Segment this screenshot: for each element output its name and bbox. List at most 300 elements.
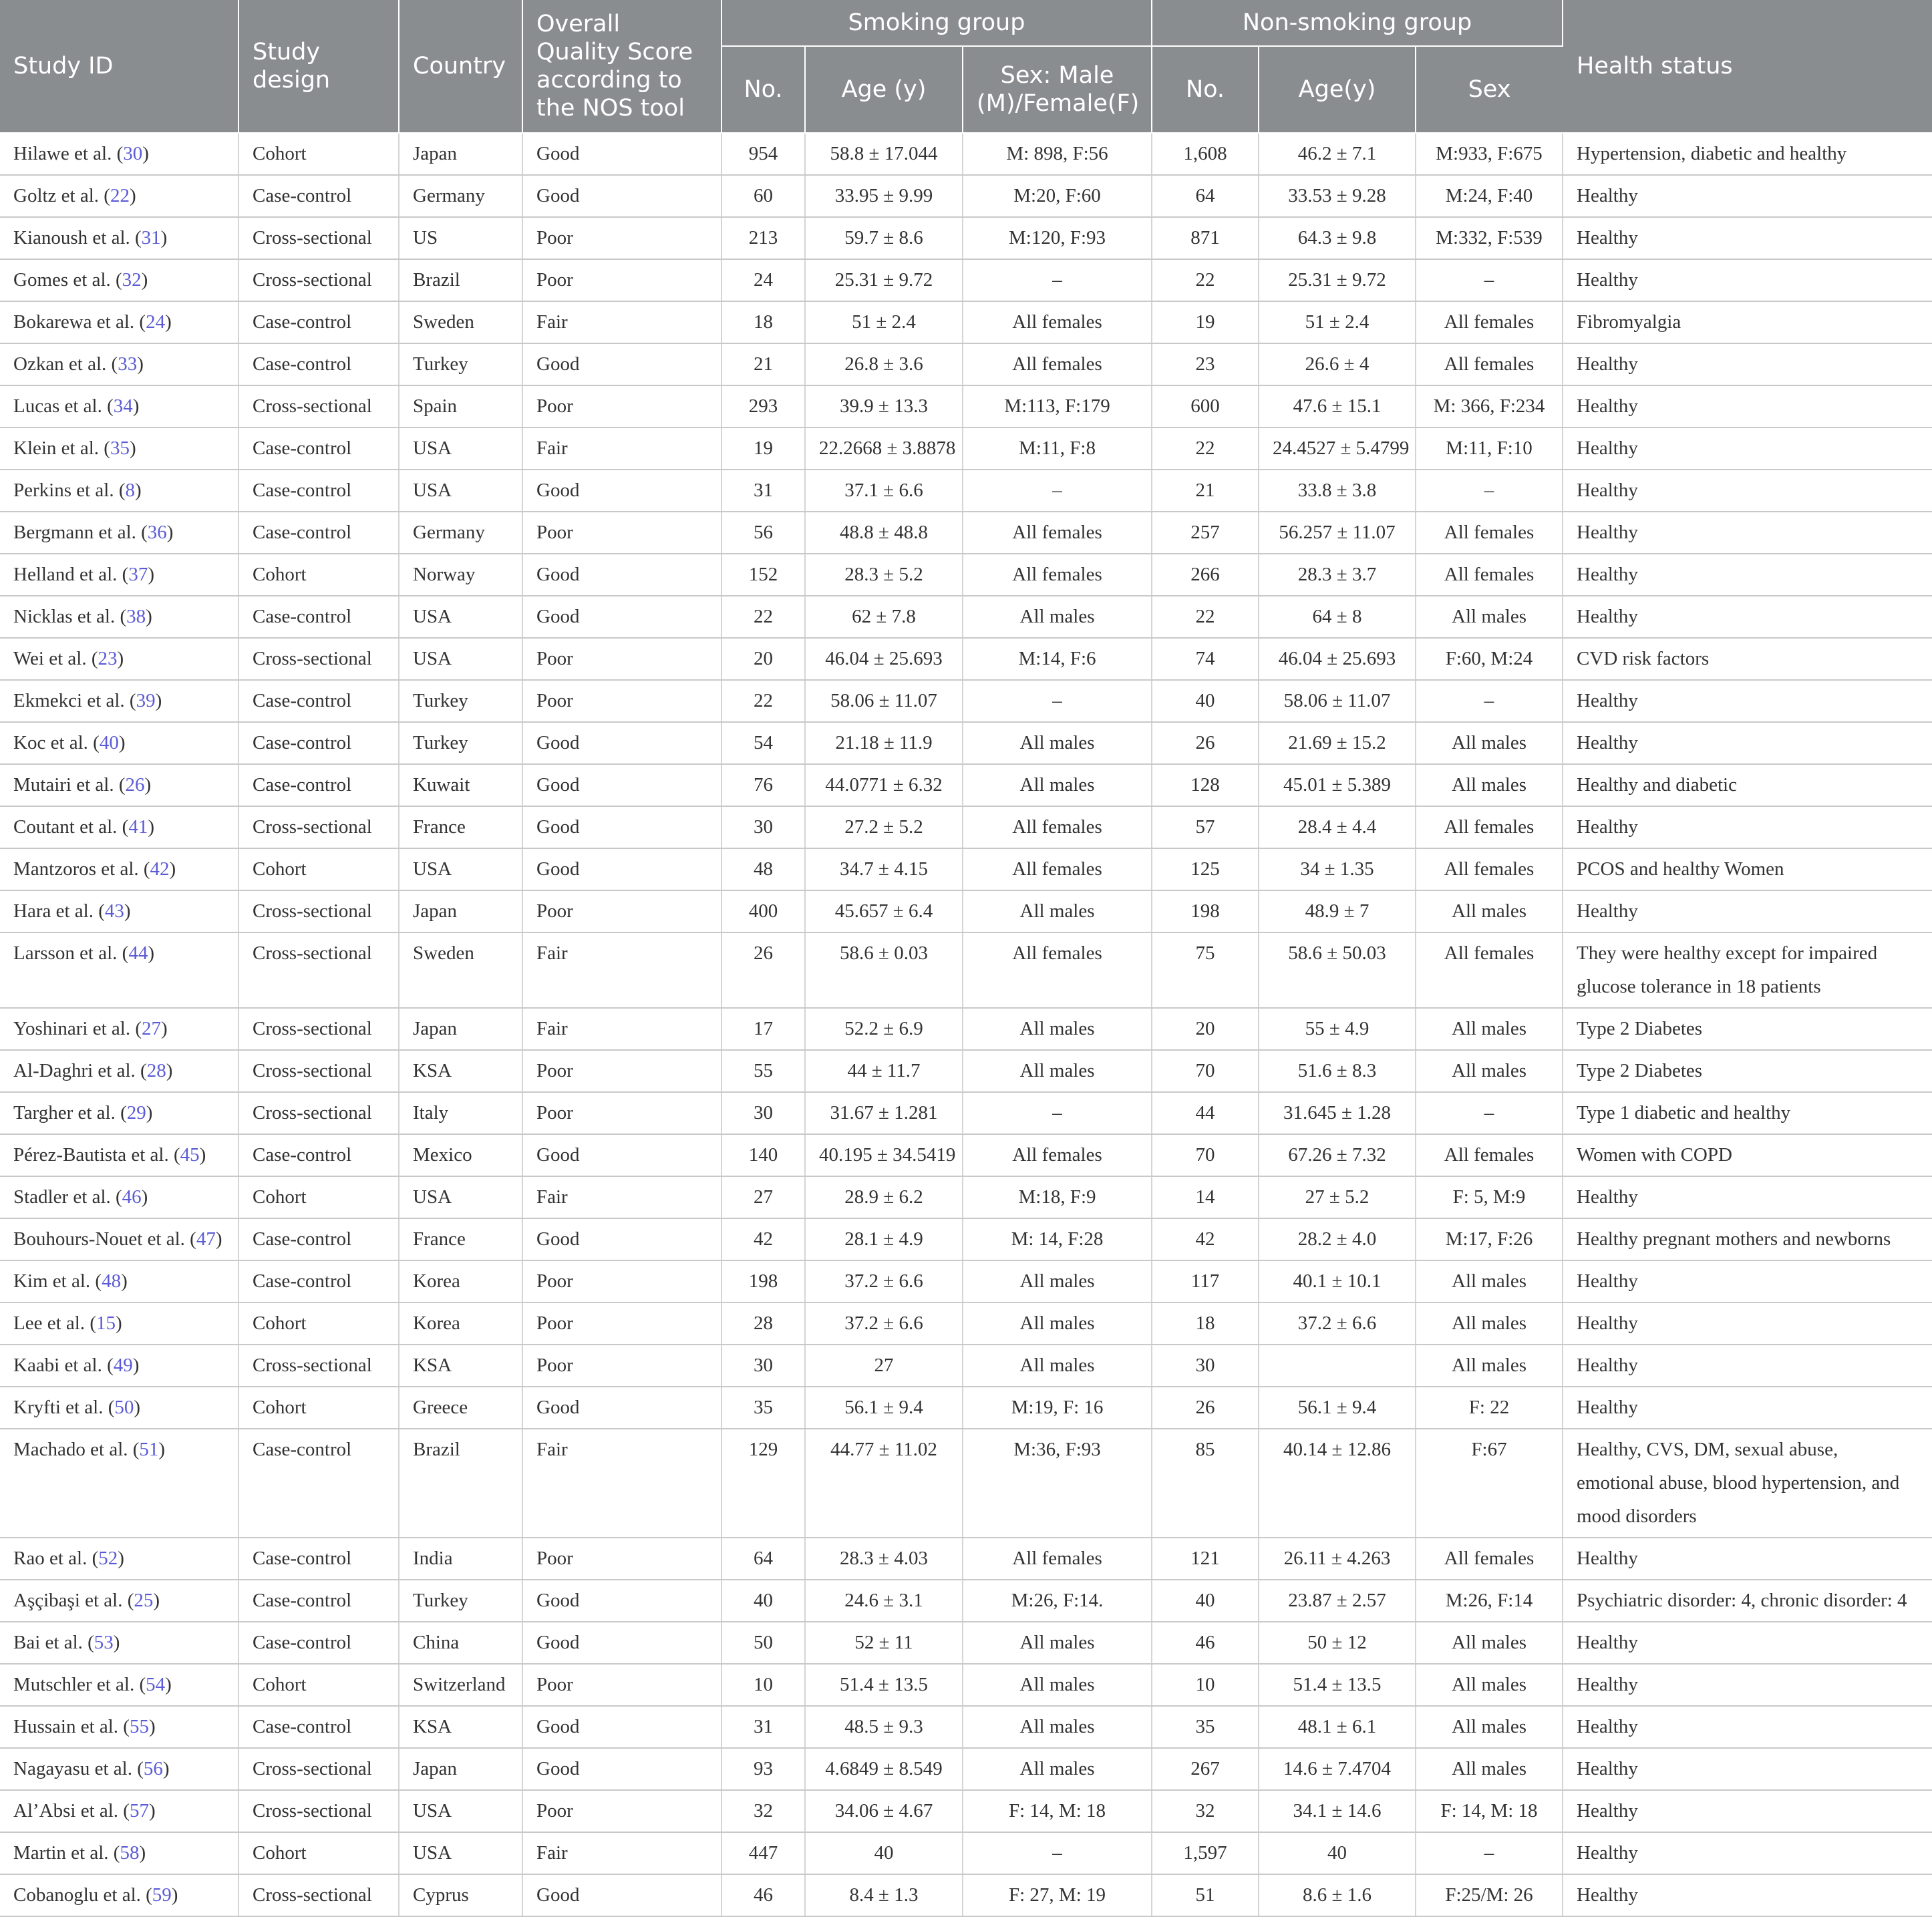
- reference-link[interactable]: 47: [196, 1228, 216, 1250]
- cell-health-status: Healthy: [1563, 554, 1932, 596]
- reference-link[interactable]: 23: [98, 648, 118, 669]
- cell-country: Turkey: [399, 680, 522, 722]
- reference-link[interactable]: 53: [94, 1632, 114, 1653]
- cell-nonsmoking-sex: M:332, F:539: [1416, 217, 1563, 259]
- cell-smoking-sex: All females: [963, 301, 1152, 343]
- cell-nonsmoking-age: 27 ± 5.2: [1259, 1176, 1416, 1218]
- cell-quality: Good: [522, 1134, 721, 1176]
- reference-link[interactable]: 33: [118, 353, 138, 375]
- reference-link[interactable]: 51: [139, 1439, 159, 1460]
- cell-nonsmoking-sex: –: [1416, 259, 1563, 301]
- cell-nonsmoking-age: 34 ± 1.35: [1259, 848, 1416, 890]
- cell-smoking-age: 58.8 ± 17.044: [805, 133, 963, 175]
- cell-quality: Good: [522, 554, 721, 596]
- cell-smoking-no: 42: [721, 1218, 805, 1260]
- cell-quality: Good: [522, 1580, 721, 1622]
- cell-nonsmoking-sex: All males: [1416, 1008, 1563, 1050]
- cell-nonsmoking-no: 30: [1152, 1345, 1259, 1387]
- study-author: Larsson et al. (: [13, 942, 129, 964]
- cell-health-status: Healthy: [1563, 1387, 1932, 1429]
- cell-nonsmoking-sex: All males: [1416, 1260, 1563, 1302]
- cell-smoking-no: 30: [721, 1092, 805, 1134]
- cell-smoking-age: 34.7 ± 4.15: [805, 848, 963, 890]
- cell-quality: Poor: [522, 638, 721, 680]
- cell-nonsmoking-age: 58.06 ± 11.07: [1259, 680, 1416, 722]
- table-row: [0, 301, 1932, 343]
- cell-nonsmoking-no: 26: [1152, 1387, 1259, 1429]
- reference-close-paren: ): [199, 1144, 206, 1166]
- cell-smoking-age: 21.18 ± 11.9: [805, 722, 963, 764]
- cell-nonsmoking-no: 128: [1152, 764, 1259, 806]
- cell-quality: Fair: [522, 1832, 721, 1874]
- cell-quality: Good: [522, 722, 721, 764]
- cell-health-status: Healthy pregnant mothers and newborns: [1563, 1218, 1932, 1260]
- study-author: Pérez-Bautista et al. (: [13, 1144, 180, 1166]
- reference-link[interactable]: 45: [180, 1144, 200, 1166]
- cell-smoking-no: 19: [721, 427, 805, 470]
- reference-close-paren: ): [155, 690, 162, 711]
- cell-nonsmoking-no: 44: [1152, 1092, 1259, 1134]
- cell-nonsmoking-age: 40.1 ± 10.1: [1259, 1260, 1416, 1302]
- cell-study-design: Case-control: [238, 470, 399, 512]
- study-author: Kim et al. (: [13, 1270, 102, 1292]
- study-author: Kianoush et al. (: [13, 227, 142, 248]
- cell-nonsmoking-age: 28.3 ± 3.7: [1259, 554, 1416, 596]
- cell-smoking-sex: All males: [963, 1748, 1152, 1790]
- study-author: Al-Daghri et al. (: [13, 1060, 147, 1081]
- cell-smoking-age: 51 ± 2.4: [805, 301, 963, 343]
- cell-health-status: Healthy: [1563, 175, 1932, 217]
- cell-smoking-no: 56: [721, 512, 805, 554]
- cell-smoking-age: 39.9 ± 13.3: [805, 385, 963, 427]
- table-row: [0, 680, 1932, 722]
- cell-smoking-no: 400: [721, 890, 805, 932]
- cell-quality: Good: [522, 764, 721, 806]
- cell-smoking-age: 62 ± 7.8: [805, 596, 963, 638]
- reference-link[interactable]: 32: [122, 269, 142, 291]
- cell-study-id: [0, 1790, 238, 1832]
- cell-health-status: Healthy, CVS, DM, sexual abuse, emotional abuse, blood hypertension, and mood disorders: [1563, 1429, 1932, 1538]
- reference-link[interactable]: 58: [120, 1842, 140, 1864]
- cell-country: France: [399, 806, 522, 848]
- study-author: Ekmekci et al. (: [13, 690, 136, 711]
- cell-study-id: [0, 764, 238, 806]
- reference-link[interactable]: 57: [129, 1800, 149, 1821]
- cell-smoking-age: 22.2668 ± 3.8878: [805, 427, 963, 470]
- cell-nonsmoking-sex: –: [1416, 470, 1563, 512]
- reference-link[interactable]: 30: [123, 143, 143, 164]
- cell-quality: Good: [522, 1706, 721, 1748]
- cell-quality: Fair: [522, 1429, 721, 1538]
- cell-health-status: Healthy: [1563, 470, 1932, 512]
- cell-country: Japan: [399, 1748, 522, 1790]
- cell-smoking-sex: F: 14, M: 18: [963, 1790, 1152, 1832]
- cell-smoking-no: 48: [721, 848, 805, 890]
- reference-close-paren: ): [129, 185, 136, 206]
- reference-close-paren: ): [139, 1842, 146, 1864]
- cell-health-status: CVD risk factors: [1563, 638, 1932, 680]
- cell-smoking-age: 27.2 ± 5.2: [805, 806, 963, 848]
- cell-smoking-age: 52.2 ± 6.9: [805, 1008, 963, 1050]
- table-row: [0, 1874, 1932, 1916]
- cell-study-id: [0, 343, 238, 385]
- cell-nonsmoking-age: 40: [1259, 1832, 1416, 1874]
- reference-link[interactable]: 59: [152, 1884, 172, 1906]
- cell-country: Italy: [399, 1092, 522, 1134]
- reference-link[interactable]: 44: [128, 942, 148, 964]
- cell-nonsmoking-age: 8.6 ± 1.6: [1259, 1874, 1416, 1916]
- cell-smoking-age: 48.5 ± 9.3: [805, 1706, 963, 1748]
- cell-smoking-age: 37.2 ± 6.6: [805, 1260, 963, 1302]
- cell-nonsmoking-sex: All males: [1416, 1345, 1563, 1387]
- cell-smoking-no: 447: [721, 1832, 805, 1874]
- cell-smoking-no: 152: [721, 554, 805, 596]
- reference-link[interactable]: 48: [102, 1270, 122, 1292]
- reference-close-paren: ): [146, 606, 152, 627]
- cell-smoking-age: 37.1 ± 6.6: [805, 470, 963, 512]
- table-row: [0, 722, 1932, 764]
- reference-link[interactable]: 34: [113, 395, 133, 417]
- cell-nonsmoking-sex: All males: [1416, 1302, 1563, 1345]
- reference-link[interactable]: 49: [113, 1355, 133, 1376]
- reference-link[interactable]: 41: [128, 816, 148, 838]
- reference-link[interactable]: 36: [147, 522, 167, 543]
- reference-close-paren: ): [113, 1632, 120, 1653]
- cell-health-status: Healthy: [1563, 1832, 1932, 1874]
- cell-nonsmoking-sex: F: 22: [1416, 1387, 1563, 1429]
- reference-close-paren: ): [166, 1060, 173, 1081]
- study-author: Hussain et al. (: [13, 1716, 130, 1737]
- table-row: [0, 259, 1932, 301]
- cell-nonsmoking-sex: All males: [1416, 1622, 1563, 1664]
- cell-health-status: Healthy: [1563, 596, 1932, 638]
- cell-country: Japan: [399, 133, 522, 175]
- cell-study-design: Cross-sectional: [238, 1050, 399, 1092]
- cell-nonsmoking-sex: All females: [1416, 512, 1563, 554]
- cell-smoking-sex: All males: [963, 1706, 1152, 1748]
- cell-study-id: [0, 1538, 238, 1580]
- cell-study-design: Cohort: [238, 1176, 399, 1218]
- cell-quality: Poor: [522, 1260, 721, 1302]
- reference-link[interactable]: 54: [146, 1674, 166, 1695]
- reference-link[interactable]: 22: [110, 185, 130, 206]
- study-author: Mutschler et al. (: [13, 1674, 146, 1695]
- cell-nonsmoking-no: 18: [1152, 1302, 1259, 1345]
- cell-smoking-age: 44 ± 11.7: [805, 1050, 963, 1092]
- table-row: [0, 343, 1932, 385]
- reference-link[interactable]: 35: [110, 438, 130, 459]
- reference-close-paren: ): [117, 648, 124, 669]
- cell-study-id: [0, 1748, 238, 1790]
- cell-quality: Good: [522, 1622, 721, 1664]
- table-row: [0, 1134, 1932, 1176]
- cell-nonsmoking-no: 23: [1152, 343, 1259, 385]
- cell-health-status: Healthy: [1563, 1874, 1932, 1916]
- cell-smoking-age: 31.67 ± 1.281: [805, 1092, 963, 1134]
- header-non-smoking-group: Non-smoking group: [1152, 0, 1563, 46]
- cell-study-design: Cross-sectional: [238, 1345, 399, 1387]
- reference-link[interactable]: 46: [122, 1186, 142, 1208]
- cell-nonsmoking-no: 125: [1152, 848, 1259, 890]
- reference-link[interactable]: 38: [126, 606, 146, 627]
- header-smoking-age: Age (y): [805, 46, 963, 133]
- cell-smoking-no: 21: [721, 343, 805, 385]
- cell-country: Brazil: [399, 259, 522, 301]
- reference-link[interactable]: 55: [129, 1716, 149, 1737]
- cell-study-id: [0, 1387, 238, 1429]
- cell-smoking-sex: –: [963, 1832, 1152, 1874]
- cell-smoking-age: 25.31 ± 9.72: [805, 259, 963, 301]
- reference-link[interactable]: 52: [98, 1548, 118, 1569]
- cell-study-design: Cross-sectional: [238, 259, 399, 301]
- reference-link[interactable]: 25: [134, 1590, 154, 1611]
- reference-link[interactable]: 42: [150, 858, 170, 880]
- reference-link[interactable]: 15: [96, 1313, 116, 1334]
- cell-health-status: Healthy: [1563, 890, 1932, 932]
- header-nonsmoking-age: Age(y): [1259, 46, 1416, 133]
- cell-study-id: [0, 1176, 238, 1218]
- study-author: Targher et al. (: [13, 1102, 127, 1123]
- cell-nonsmoking-sex: All females: [1416, 343, 1563, 385]
- cell-country: KSA: [399, 1345, 522, 1387]
- reference-link[interactable]: 50: [114, 1397, 134, 1418]
- cell-nonsmoking-no: 57: [1152, 806, 1259, 848]
- cell-smoking-no: 60: [721, 175, 805, 217]
- cell-health-status: Women with COPD: [1563, 1134, 1932, 1176]
- cell-study-design: Case-control: [238, 1538, 399, 1580]
- cell-smoking-no: 50: [721, 1622, 805, 1664]
- cell-nonsmoking-age: 56.257 ± 11.07: [1259, 512, 1416, 554]
- cell-smoking-no: 198: [721, 1260, 805, 1302]
- cell-country: USA: [399, 1790, 522, 1832]
- cell-nonsmoking-age: 33.8 ± 3.8: [1259, 470, 1416, 512]
- table-row: [0, 175, 1932, 217]
- cell-smoking-age: 37.2 ± 6.6: [805, 1302, 963, 1345]
- cell-study-design: Cohort: [238, 554, 399, 596]
- reference-close-paren: ): [141, 269, 148, 291]
- reference-link[interactable]: 28: [146, 1060, 166, 1081]
- cell-health-status: Healthy: [1563, 385, 1932, 427]
- cell-nonsmoking-sex: All females: [1416, 554, 1563, 596]
- reference-close-paren: ): [118, 732, 126, 753]
- cell-health-status: Healthy and diabetic: [1563, 764, 1932, 806]
- cell-smoking-sex: All females: [963, 512, 1152, 554]
- reference-link[interactable]: 56: [143, 1758, 163, 1779]
- cell-health-status: Healthy: [1563, 1176, 1932, 1218]
- table-row: [0, 638, 1932, 680]
- cell-quality: Poor: [522, 1790, 721, 1832]
- cell-quality: Poor: [522, 1538, 721, 1580]
- table-row: [0, 427, 1932, 470]
- cell-smoking-sex: All females: [963, 848, 1152, 890]
- cell-study-design: Cross-sectional: [238, 1748, 399, 1790]
- reference-link[interactable]: 8: [125, 480, 136, 501]
- cell-nonsmoking-sex: All females: [1416, 848, 1563, 890]
- cell-nonsmoking-sex: All females: [1416, 1134, 1563, 1176]
- header-nonsmoking-no: No.: [1152, 46, 1259, 133]
- cell-country: Japan: [399, 890, 522, 932]
- table-row: [0, 1345, 1932, 1387]
- header-nonsmoking-sex: Sex: [1416, 46, 1563, 133]
- cell-smoking-sex: All females: [963, 1538, 1152, 1580]
- cell-health-status: Fibromyalgia: [1563, 301, 1932, 343]
- table-row: [0, 1748, 1932, 1790]
- cell-study-design: Case-control: [238, 1260, 399, 1302]
- cell-smoking-no: 24: [721, 259, 805, 301]
- cell-quality: Poor: [522, 1050, 721, 1092]
- header-study-design: Study design: [238, 0, 399, 133]
- study-author: Cobanoglu et al. (: [13, 1884, 152, 1906]
- cell-smoking-no: 28: [721, 1302, 805, 1345]
- cell-country: USA: [399, 638, 522, 680]
- cell-quality: Fair: [522, 1176, 721, 1218]
- cell-country: US: [399, 217, 522, 259]
- cell-nonsmoking-sex: All males: [1416, 1050, 1563, 1092]
- cell-smoking-no: 954: [721, 133, 805, 175]
- reference-link[interactable]: 24: [146, 311, 166, 333]
- cell-nonsmoking-no: 70: [1152, 1050, 1259, 1092]
- cell-study-id: [0, 806, 238, 848]
- cell-nonsmoking-no: 70: [1152, 1134, 1259, 1176]
- cell-nonsmoking-age: 28.4 ± 4.4: [1259, 806, 1416, 848]
- cell-smoking-age: 45.657 ± 6.4: [805, 890, 963, 932]
- reference-link[interactable]: 27: [141, 1018, 161, 1039]
- cell-health-status: Healthy: [1563, 343, 1932, 385]
- cell-quality: Good: [522, 806, 721, 848]
- cell-quality: Poor: [522, 680, 721, 722]
- cell-smoking-sex: M: 898, F:56: [963, 133, 1152, 175]
- reference-link[interactable]: 29: [126, 1102, 146, 1123]
- cell-smoking-no: 30: [721, 1345, 805, 1387]
- table-row: [0, 1218, 1932, 1260]
- cell-smoking-no: 293: [721, 385, 805, 427]
- cell-quality: Poor: [522, 217, 721, 259]
- reference-close-paren: ): [148, 1716, 156, 1737]
- cell-nonsmoking-sex: All males: [1416, 890, 1563, 932]
- study-author: Wei et al. (: [13, 648, 98, 669]
- cell-quality: Poor: [522, 1092, 721, 1134]
- table-row: [0, 932, 1932, 1008]
- cell-study-id: [0, 638, 238, 680]
- study-author: Mantzoros et al. (: [13, 858, 150, 880]
- cell-smoking-no: 31: [721, 1706, 805, 1748]
- cell-study-design: Cross-sectional: [238, 385, 399, 427]
- cell-study-id: [0, 554, 238, 596]
- cell-smoking-sex: All females: [963, 932, 1152, 1008]
- reference-close-paren: ): [134, 1397, 141, 1418]
- cell-quality: Good: [522, 848, 721, 890]
- reference-close-paren: ): [166, 522, 174, 543]
- header-smoking-sex: Sex: Male (M)/Female(F): [963, 46, 1152, 133]
- reference-link[interactable]: 31: [141, 227, 161, 248]
- cell-health-status: Healthy: [1563, 1260, 1932, 1302]
- cell-nonsmoking-sex: M:17, F:26: [1416, 1218, 1563, 1260]
- table-row: [0, 1387, 1932, 1429]
- cell-nonsmoking-age: 25.31 ± 9.72: [1259, 259, 1416, 301]
- study-author: Gomes et al. (: [13, 269, 122, 291]
- cell-country: Switzerland: [399, 1664, 522, 1706]
- cell-country: Mexico: [399, 1134, 522, 1176]
- study-author: Lee et al. (: [13, 1313, 96, 1334]
- cell-quality: Poor: [522, 385, 721, 427]
- study-author: Perkins et al. (: [13, 480, 126, 501]
- cell-smoking-no: 18: [721, 301, 805, 343]
- cell-nonsmoking-no: 22: [1152, 596, 1259, 638]
- reference-close-paren: ): [146, 1102, 153, 1123]
- cell-smoking-no: 32: [721, 1790, 805, 1832]
- cell-smoking-sex: All females: [963, 1134, 1152, 1176]
- cell-smoking-age: 44.77 ± 11.02: [805, 1429, 963, 1538]
- study-author: Rao et al. (: [13, 1548, 99, 1569]
- cell-country: Germany: [399, 512, 522, 554]
- reference-close-paren: ): [142, 143, 149, 164]
- cell-nonsmoking-age: 37.2 ± 6.6: [1259, 1302, 1416, 1345]
- reference-link[interactable]: 40: [99, 732, 119, 753]
- cell-nonsmoking-sex: F:60, M:24: [1416, 638, 1563, 680]
- study-author: Bergmann et al. (: [13, 522, 148, 543]
- study-author: Nagayasu et al. (: [13, 1758, 144, 1779]
- cell-health-status: They were healthy except for impaired glucose tolerance in 18 patients: [1563, 932, 1932, 1008]
- reference-close-paren: ): [148, 1800, 156, 1821]
- cell-smoking-no: 10: [721, 1664, 805, 1706]
- cell-study-design: Cross-sectional: [238, 890, 399, 932]
- cell-study-id: [0, 932, 238, 1008]
- study-author: Helland et al. (: [13, 564, 129, 585]
- cell-study-id: [0, 175, 238, 217]
- cell-smoking-sex: All females: [963, 806, 1152, 848]
- reference-link[interactable]: 37: [128, 564, 148, 585]
- cell-nonsmoking-sex: All females: [1416, 301, 1563, 343]
- cell-country: Cyprus: [399, 1874, 522, 1916]
- cell-quality: Fair: [522, 301, 721, 343]
- cell-country: USA: [399, 596, 522, 638]
- cell-quality: Poor: [522, 1302, 721, 1345]
- study-author: Koc et al. (: [13, 732, 100, 753]
- cell-smoking-no: 64: [721, 1538, 805, 1580]
- reference-link[interactable]: 43: [104, 900, 124, 922]
- reference-close-paren: ): [153, 1590, 160, 1611]
- table-row: [0, 848, 1932, 890]
- cell-health-status: Hypertension, diabetic and healthy: [1563, 133, 1932, 175]
- cell-study-design: Case-control: [238, 596, 399, 638]
- cell-smoking-sex: All males: [963, 1008, 1152, 1050]
- cell-health-status: Healthy: [1563, 1345, 1932, 1387]
- reference-close-paren: ): [162, 1758, 170, 1779]
- cell-health-status: Type 2 Diabetes: [1563, 1050, 1932, 1092]
- cell-health-status: Healthy: [1563, 259, 1932, 301]
- cell-quality: Good: [522, 1748, 721, 1790]
- reference-link[interactable]: 39: [136, 690, 156, 711]
- reference-close-paren: ): [137, 353, 144, 375]
- cell-quality: Good: [522, 470, 721, 512]
- cell-country: Japan: [399, 1008, 522, 1050]
- cell-nonsmoking-age: 64 ± 8: [1259, 596, 1416, 638]
- cell-country: USA: [399, 1832, 522, 1874]
- cell-country: USA: [399, 427, 522, 470]
- cell-quality: Poor: [522, 890, 721, 932]
- reference-link[interactable]: 26: [125, 774, 145, 796]
- cell-nonsmoking-sex: M:11, F:10: [1416, 427, 1563, 470]
- reference-close-paren: ): [118, 1548, 124, 1569]
- cell-smoking-sex: M:20, F:60: [963, 175, 1152, 217]
- cell-country: USA: [399, 848, 522, 890]
- table-row: [0, 806, 1932, 848]
- cell-smoking-age: 40.195 ± 34.5419: [805, 1134, 963, 1176]
- cell-nonsmoking-age: 23.87 ± 2.57: [1259, 1580, 1416, 1622]
- cell-nonsmoking-age: 26.6 ± 4: [1259, 343, 1416, 385]
- cell-nonsmoking-no: 35: [1152, 1706, 1259, 1748]
- cell-nonsmoking-age: 47.6 ± 15.1: [1259, 385, 1416, 427]
